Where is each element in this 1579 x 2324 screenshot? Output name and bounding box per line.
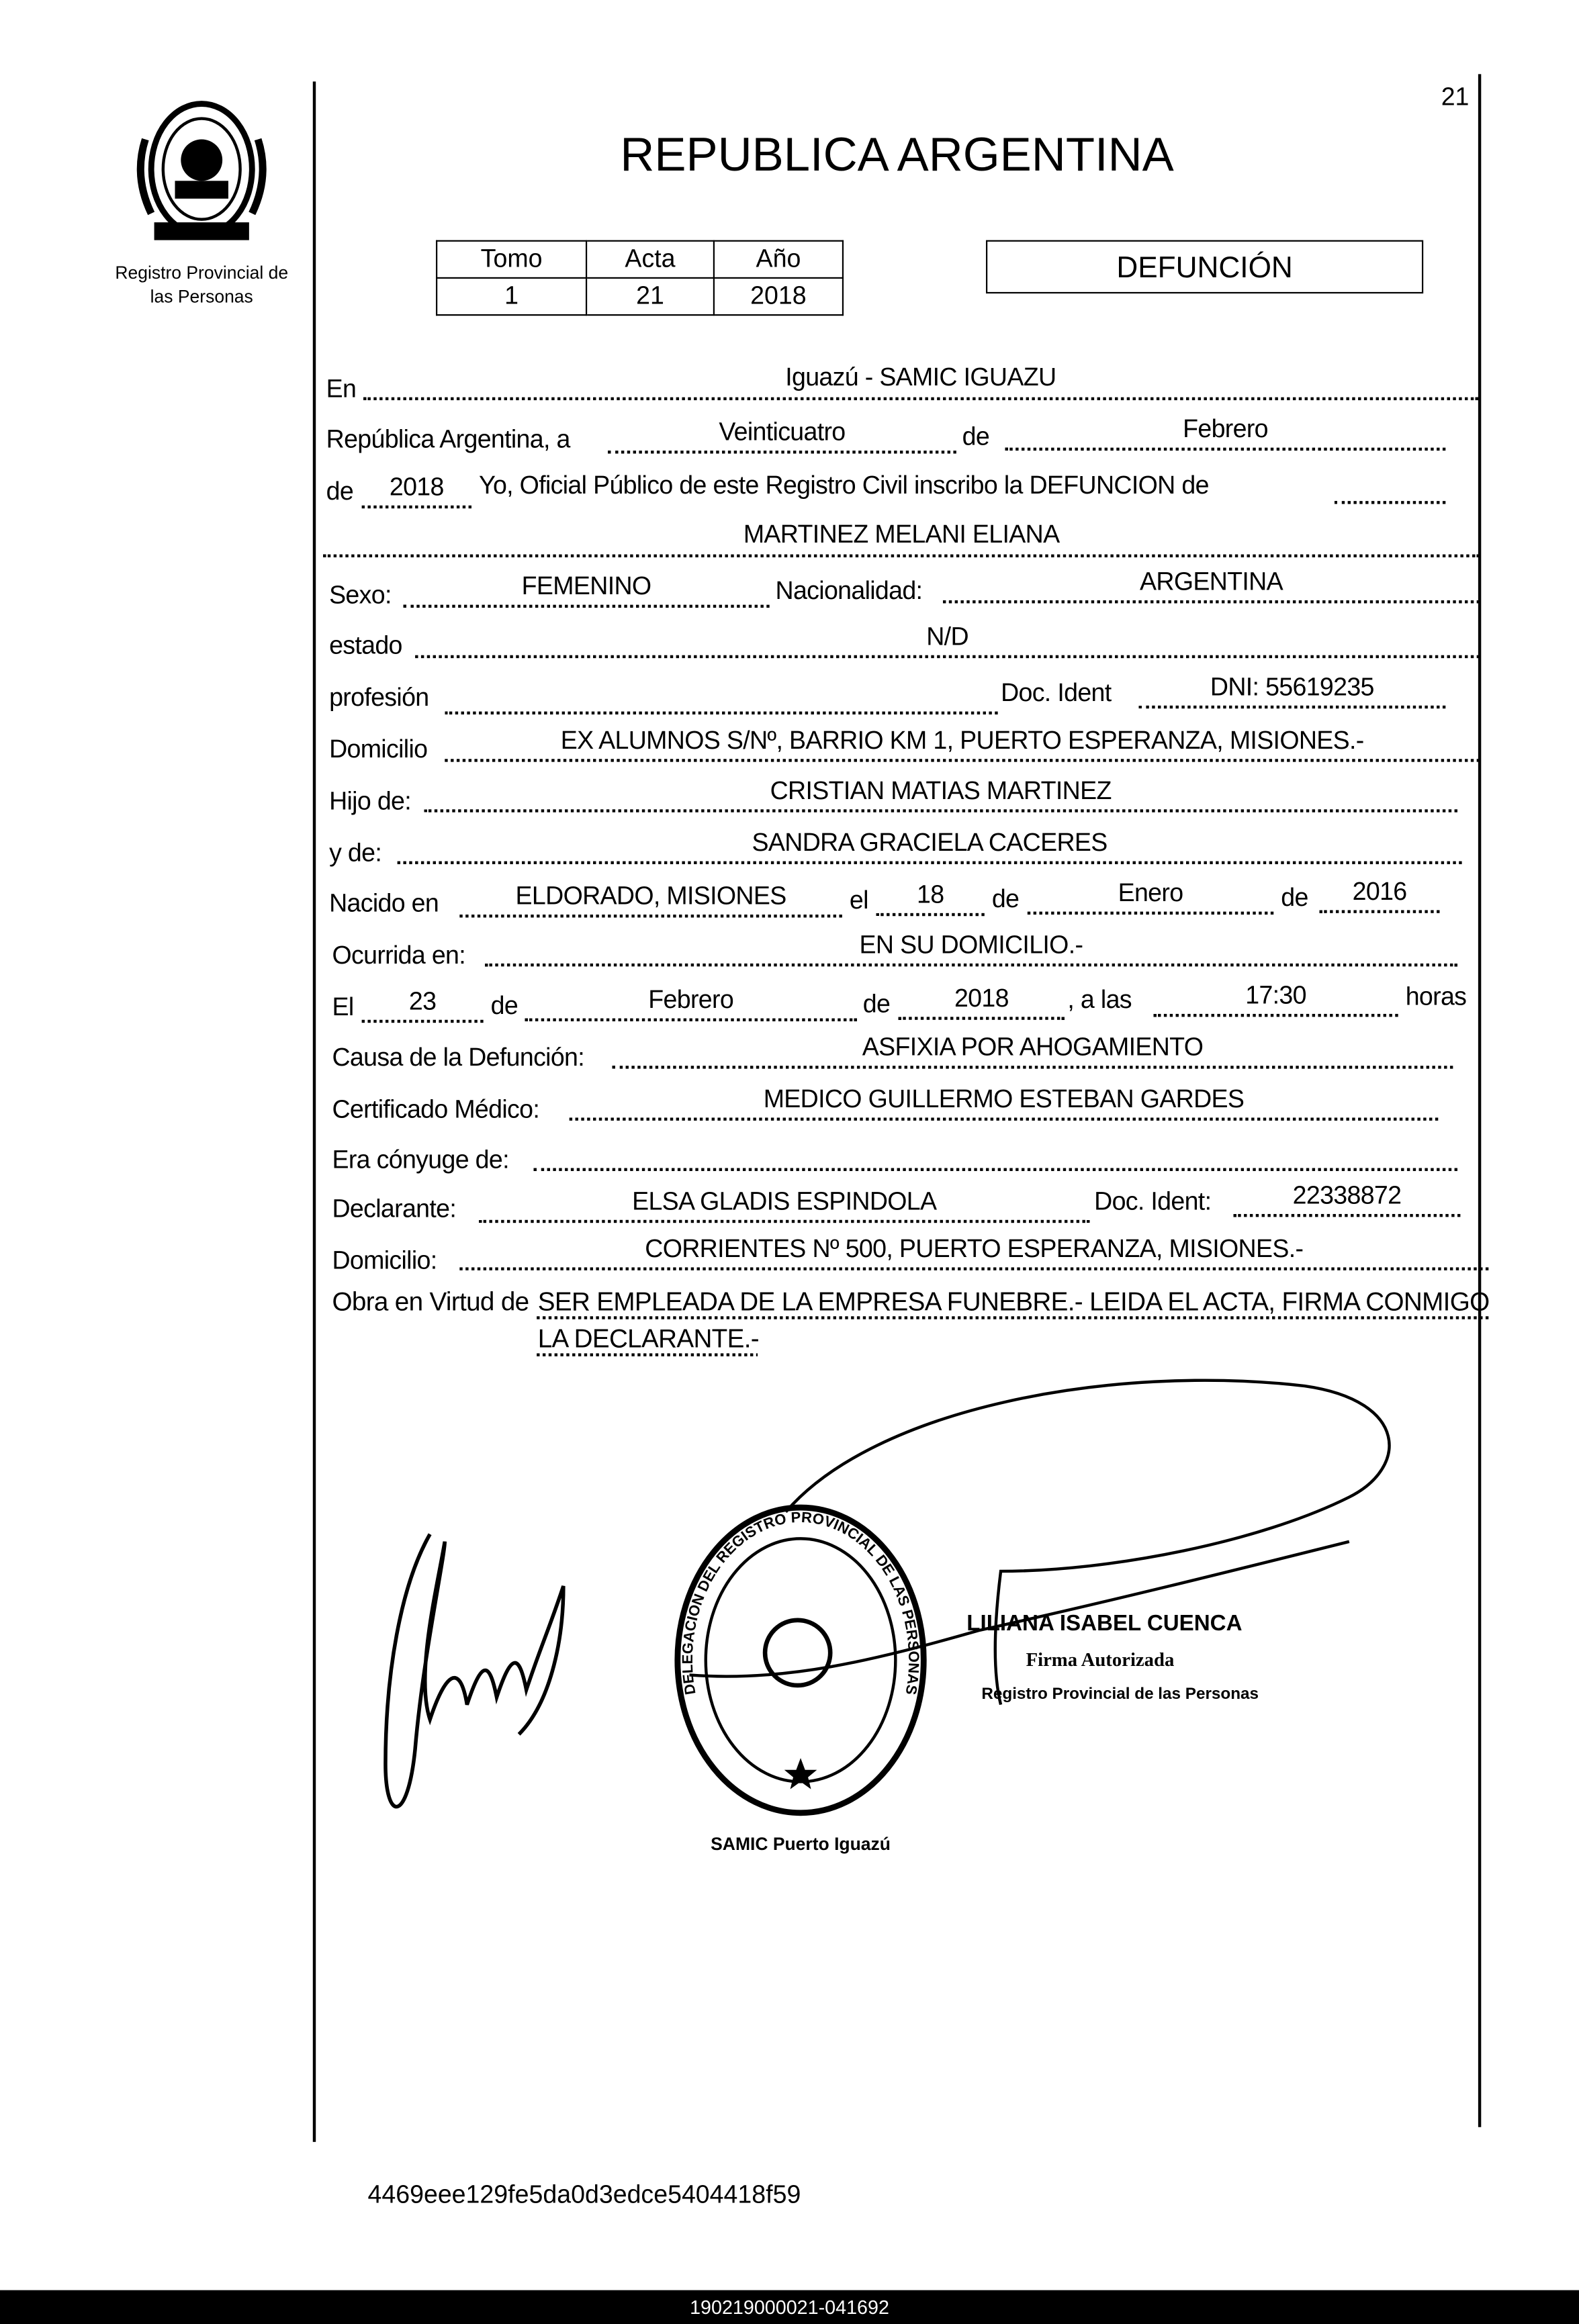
signatory-name: LILIANA ISABEL CUENCA <box>966 1611 1243 1636</box>
label-de: de <box>991 884 1020 913</box>
field-address: EX ALUMNOS S/Nº, BARRIO KM 1, PUERTO ESPERANZA, MISIONES.- <box>445 727 1480 762</box>
label-profesion: profesión <box>329 683 429 712</box>
label-nacionalidad: Nacionalidad: <box>775 576 923 605</box>
label-el: El <box>332 993 354 1021</box>
header-acta: Acta <box>586 241 714 278</box>
field-sex: FEMENINO <box>403 572 769 608</box>
field-place-of-death: EN SU DOMICILIO.- <box>485 931 1457 966</box>
label-certificado: Certificado Médico: <box>332 1095 540 1124</box>
field-month: Febrero <box>1005 415 1446 451</box>
field-day: Veinticuatro <box>608 418 956 454</box>
label-de: de <box>962 422 990 451</box>
header-ano: Año <box>714 241 843 278</box>
declarant-signature <box>386 1534 563 1807</box>
label-republica: República Argentina, a <box>326 425 570 454</box>
label-declarante: Declarante: <box>332 1195 457 1223</box>
label-obra: Obra en Virtud de <box>332 1287 529 1317</box>
label-de: de <box>862 990 891 1019</box>
stamp-emblem-icon <box>765 1620 830 1685</box>
label-de: de <box>490 991 518 1020</box>
value-ano: 2018 <box>714 278 843 315</box>
field-medical-certificate: MEDICO GUILLERMO ESTEBAN GARDES <box>570 1085 1439 1121</box>
page-number: 21 <box>1441 83 1470 111</box>
label-horas: horas <box>1405 982 1467 1011</box>
field-blank <box>1335 469 1446 504</box>
signatures-and-stamp <box>341 1379 1498 1867</box>
label-y-de: y de: <box>329 839 382 868</box>
field-profession <box>445 679 997 714</box>
label-a-las: , a las <box>1067 985 1132 1014</box>
field-declarant-address: CORRIENTES Nº 500, PUERTO ESPERANZA, MISIONES.- <box>459 1235 1488 1270</box>
label-de: de <box>1281 883 1308 912</box>
stamp-outer-text: DELEGACION DEL REGISTRO PROVINCIAL DE LAS PERSONAS <box>678 1508 923 1696</box>
label-domicilio: Domicilio <box>329 735 428 763</box>
field-spouse <box>534 1135 1457 1171</box>
stamp-inner-text: SAMIC Puerto Iguazú <box>711 1833 891 1854</box>
field-birth-month: Enero <box>1028 879 1273 915</box>
registry-name <box>89 261 314 309</box>
misiones-coat-of-arms-logo <box>130 95 273 246</box>
label-doc-ident: Doc. Ident <box>1001 679 1112 707</box>
label-conyuge: Era cónyuge de: <box>332 1146 509 1174</box>
field-place: Iguazú - SAMIC IGUAZU <box>363 365 1478 400</box>
value-acta: 21 <box>586 278 714 315</box>
label-doc-ident: Doc. Ident: <box>1094 1187 1212 1216</box>
field-death-month: Febrero <box>525 986 856 1021</box>
field-death-time: 17:30 <box>1153 981 1398 1017</box>
obra-en-virtud <box>332 1284 1496 1358</box>
field-year: 2018 <box>362 473 471 508</box>
field-deceased-name: MARTINEZ MELANI ELIANA <box>323 519 1480 557</box>
footer-code: 190219000021-041692 <box>690 2296 889 2319</box>
field-birthplace: ELDORADO, MISIONES <box>459 882 842 917</box>
label-ocurrida-en: Ocurrida en: <box>332 941 466 970</box>
signatory-role: Firma Autorizada <box>1026 1649 1175 1671</box>
label-el: el <box>849 886 868 915</box>
oficial-statement: Yo, Oficial Público de este Registro Civil inscribo la DEFUNCION de <box>479 471 1209 500</box>
header-tomo: Tomo <box>437 241 586 278</box>
tomo-acta-ano-table <box>436 240 844 316</box>
label-domicilio: Domicilio: <box>332 1246 437 1275</box>
field-civil-status: N/D <box>415 622 1480 658</box>
field-cause-of-death: ASFIXIA POR AHOGAMIENTO <box>613 1033 1453 1069</box>
label-estado: estado <box>329 631 402 660</box>
field-father: CRISTIAN MATIAS MARTINEZ <box>424 777 1457 812</box>
value-tomo: 1 <box>437 278 586 315</box>
label-hijo-de: Hijo de: <box>329 787 412 816</box>
page-title: REPUBLICA ARGENTINA <box>620 127 1174 181</box>
field-death-day: 23 <box>362 987 484 1023</box>
field-nationality: ARGENTINA <box>943 567 1480 603</box>
label-causa: Causa de la Defunción: <box>332 1043 585 1072</box>
signatory-org: Registro Provincial de las Personas <box>981 1684 1259 1703</box>
field-death-year: 2018 <box>899 984 1065 1020</box>
document-hash: 4469eee129fe5da0d3edce5404418f59 <box>367 2180 801 2209</box>
label-nacido-en: Nacido en <box>329 889 439 918</box>
footer-code-bar <box>0 2290 1579 2324</box>
label-de: de <box>326 477 354 506</box>
field-declarant: ELSA GLADIS ESPINDOLA <box>479 1187 1089 1223</box>
document-type-box: DEFUNCIÓN <box>986 240 1423 293</box>
star-icon <box>784 1758 817 1789</box>
field-declarant-document: 22338872 <box>1234 1181 1461 1217</box>
field-reason: SER EMPLEADA DE LA EMPRESA FUNEBRE.- LEIDA EL ACTA, FIRMA CONMIGO LA DECLARANTE.- <box>537 1287 1490 1354</box>
field-birth-year: 2016 <box>1320 878 1440 913</box>
field-mother: SANDRA GRACIELA CACERES <box>398 829 1462 864</box>
label-en: En <box>326 375 357 404</box>
left-margin-line <box>313 81 316 2141</box>
label-sexo: Sexo: <box>329 581 392 610</box>
registry-line-1: Registro Provincial de <box>115 262 289 283</box>
field-document: DNI: 55619235 <box>1138 673 1445 708</box>
field-birth-day: 18 <box>876 880 985 916</box>
registry-line-2: las Personas <box>150 286 253 307</box>
